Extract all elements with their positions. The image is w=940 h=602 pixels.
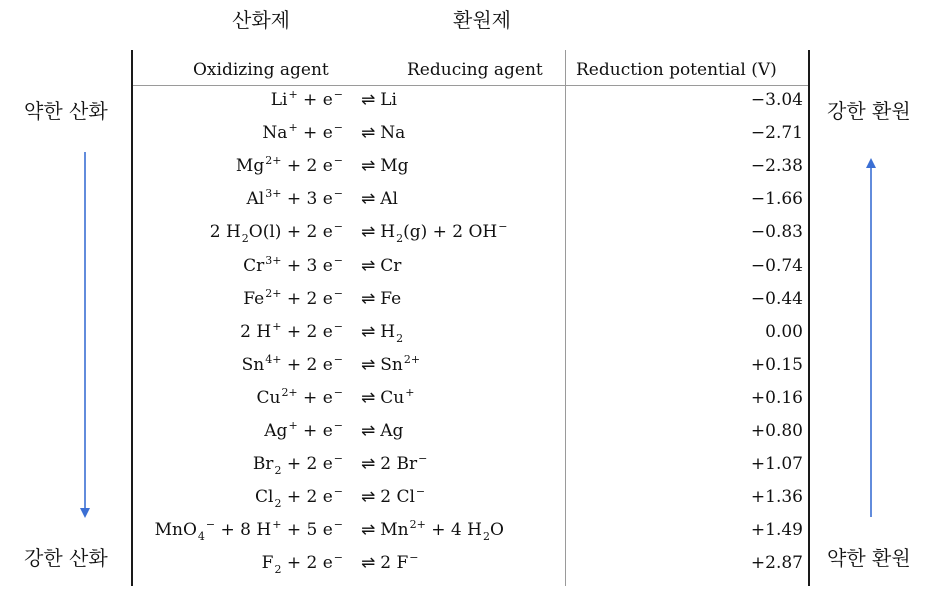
oxidizing-agent-cell: $Sn^{4+} + 2$ e− (241, 352, 343, 375)
reducing-agent-text: Cu+ (380, 385, 415, 408)
oxidizing-agent-cell: Ag+ + e− (264, 419, 343, 441)
reducing-agent-cell (361, 216, 507, 249)
reducing-agent-text: 2 Br− (380, 452, 428, 475)
equilibrium-icon: ⇌ (361, 321, 375, 342)
reducing-agent-cell (361, 84, 397, 117)
reducing-agent-text: $Mn^{2+} + 4$ $H_2O$ (380, 518, 504, 544)
oxidizing-agent-cell: $Fe^{2+} + 2$ e− (243, 286, 343, 309)
header-reduction-potential: Reduction potential (V) (576, 60, 777, 80)
table-left-border (131, 50, 133, 586)
reducing-agent-text: Mg (380, 156, 409, 177)
potential-cell: −0.83 (750, 222, 803, 243)
equilibrium-icon: ⇌ (361, 387, 375, 408)
oxidizing-agent-cell: Li+ + e− (270, 88, 343, 110)
reducing-agent-text: Li (380, 90, 397, 110)
header-reducing-agent: Reducing agent (407, 60, 543, 80)
potential-cell: +2.87 (750, 553, 803, 574)
oxidizing-agent-cell: $Cu^{2+} + e^-$ (256, 385, 343, 408)
reducing-agent-cell (361, 349, 420, 382)
weak-reduction-label: 약한 환원 (827, 546, 911, 570)
reducing-agent-cell (361, 150, 409, 183)
potential-cell: −0.44 (750, 288, 803, 309)
header-divider (133, 85, 808, 86)
reducing-agent-text: $H_2(g) + 2$ OH− (380, 220, 508, 246)
reducing-agent-cell (361, 183, 398, 216)
oxidizing-agent-cell: 2 $H_2O(l) + 2$ e− (209, 220, 343, 246)
equilibrium-icon: ⇌ (361, 354, 375, 375)
equilibrium-icon: ⇌ (361, 553, 375, 574)
reducing-agent-cell (361, 117, 405, 150)
oxidizing-agent-cell: $Br_2 + 2$ e− (252, 452, 343, 478)
oxidizing-agent-cell: MnO$_4$− + 8 H+ + 5 e− (154, 518, 343, 544)
up-arrow-icon (864, 158, 878, 518)
oxidizer-label: 산화제 (232, 8, 290, 32)
potential-cell: +1.36 (750, 487, 803, 508)
reducing-agent-cell (361, 250, 401, 283)
table-right-border (808, 50, 810, 586)
reducing-agent-cell (361, 547, 418, 580)
equilibrium-icon: ⇌ (361, 520, 375, 541)
down-arrow-icon (78, 152, 92, 520)
reducing-agent-text: 2 F− (380, 551, 419, 574)
equilibrium-icon: ⇌ (361, 454, 375, 475)
potential-cell: +1.49 (750, 520, 803, 541)
equilibrium-icon: ⇌ (361, 421, 375, 441)
oxidizing-agent-cell: $Al^{3+} + 3$ e− (246, 187, 343, 210)
potential-cell: +1.07 (750, 454, 803, 475)
oxidizing-agent-cell: 2 H+ + 2 e− (240, 319, 343, 342)
potential-cell: −2.71 (750, 123, 803, 144)
equilibrium-icon: ⇌ (361, 288, 375, 309)
strong-oxidation-label: 강한 산화 (24, 546, 108, 570)
header-oxidizing-agent: Oxidizing agent (193, 60, 329, 80)
oxidizing-agent-cell: $Cr^{3+} + 3$ e− (243, 253, 343, 276)
potential-cell: −2.38 (750, 156, 803, 177)
reducing-agent-cell (361, 514, 504, 547)
potential-cell: −1.66 (750, 189, 803, 210)
equilibrium-icon: ⇌ (361, 123, 375, 144)
reducing-agent-text: Ag (380, 421, 404, 441)
reducing-agent-text: Al (380, 189, 398, 210)
reducing-agent-cell (361, 448, 427, 481)
equilibrium-icon: ⇌ (361, 156, 375, 177)
equilibrium-icon: ⇌ (361, 255, 375, 276)
potential-cell: −0.74 (750, 255, 803, 276)
equilibrium-icon: ⇌ (361, 222, 375, 243)
potential-cell: +0.16 (750, 387, 803, 408)
equilibrium-icon: ⇌ (361, 90, 375, 110)
reducing-agent-cell (361, 283, 401, 316)
reducer-label: 환원제 (453, 8, 511, 32)
reducing-agent-cell (361, 415, 403, 448)
reducing-agent-text: $H_2$ (380, 321, 404, 345)
oxidizing-agent-cell: $Cl_2 + 2$ e− (254, 485, 343, 511)
column-divider (565, 50, 566, 586)
potential-cell: +0.15 (750, 354, 803, 375)
oxidizing-agent-cell: $Mg^{2+} + 2$ e− (235, 154, 343, 177)
weak-oxidation-label: 약한 산화 (24, 99, 108, 123)
equilibrium-icon: ⇌ (361, 189, 375, 210)
oxidizing-agent-cell: $F_2 + 2$ e− (261, 551, 343, 577)
reducing-agent-text: Na (380, 123, 406, 144)
strong-reduction-label: 강한 환원 (827, 99, 911, 123)
reducing-agent-text: Cr (380, 255, 402, 276)
reducing-agent-cell (361, 316, 403, 349)
potential-cell: −3.04 (750, 90, 803, 110)
reducing-agent-text: $Sn^{2+}$ (380, 352, 421, 375)
reducing-agent-cell (361, 382, 414, 415)
equilibrium-icon: ⇌ (361, 487, 375, 508)
oxidizing-agent-cell: Na+ + e− (262, 121, 343, 144)
potential-cell: 0.00 (765, 321, 803, 342)
reducing-agent-text: 2 Cl− (380, 485, 426, 508)
reducing-agent-cell (361, 481, 425, 514)
potential-cell: +0.80 (750, 421, 803, 441)
reducing-agent-text: Fe (380, 288, 402, 309)
